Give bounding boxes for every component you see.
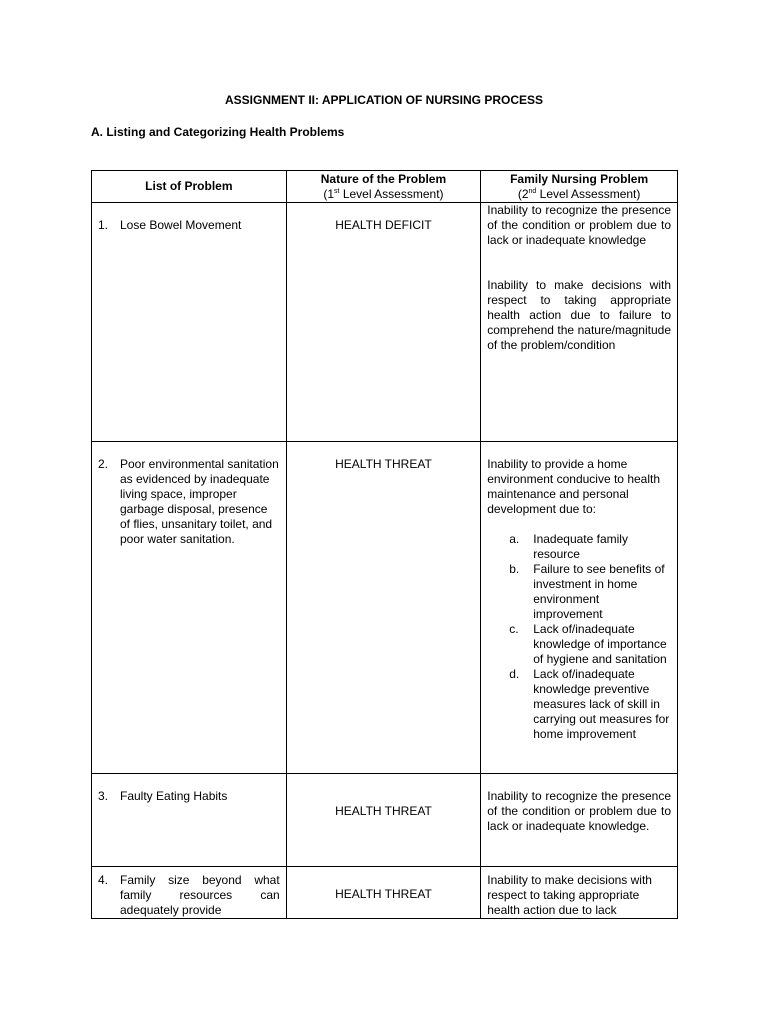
table-header-row (92, 171, 678, 203)
cause-list (509, 532, 671, 742)
health-problems-table (91, 170, 678, 919)
family-nursing-problem-cell: Inability to recognize the presence of the condition or problem due to lack or inadequate knowledge. (481, 774, 678, 867)
family-nursing-problem-cell: Inability to recognize the presence of the condition or problem due to lack or inadequate knowledge Inability to make decisions with respect to taking appropriate health action due to failure to comprehend the nature/magnitude of the problem/condition (481, 203, 678, 442)
header-family-nursing-problem: Family Nursing Problem (2nd Level Assessment) (481, 171, 678, 203)
family-nursing-problem-cell: Inability to provide a home environment conducive to health maintenance and personal development due to: a. Inadequate family resource b. Failure to see benefits of investment in home environment improvement c. Lack of/inadequate knowledge of importance of hygiene and sanitation d. Lack of/inadequate knowledge preventive measures lack of skill in carrying out measures for home improvement (481, 442, 678, 774)
header-nature-of-problem: Nature of the Problem (1st Level Assessment) (286, 171, 481, 203)
section-heading: A. Listing and Categorizing Health Problems (91, 125, 345, 139)
nature-cell: HEALTH THREAT (286, 774, 481, 867)
list-item: b. Failure to see benefits of investment in home environment improvement (509, 562, 665, 621)
problem-cell: 1. Lose Bowel Movement (92, 203, 287, 442)
problem-cell: 3. Faulty Eating Habits (92, 774, 287, 867)
list-item: c. Lack of/inadequate knowledge of importance of hygiene and sanitation (509, 622, 667, 666)
document-title: ASSIGNMENT II: APPLICATION OF NURSING PROCESS (224, 93, 544, 107)
table-row (92, 203, 678, 442)
problem-cell: 4. Family size beyond what family resources can adequately provide (92, 867, 287, 919)
nature-cell: HEALTH DEFICIT (286, 203, 481, 442)
nature-cell: HEALTH THREAT (286, 867, 481, 919)
table-row (92, 867, 678, 919)
nature-cell: HEALTH THREAT (286, 442, 481, 774)
list-item: a. Inadequate family resource (509, 532, 628, 561)
header-list-of-problem: List of Problem (92, 171, 287, 203)
table-row (92, 774, 678, 867)
table-row (92, 442, 678, 774)
list-item: d. Lack of/inadequate knowledge preventive measures lack of skill in carrying out measures for home improvement (509, 667, 670, 741)
problem-cell: 2. Poor environmental sanitation as evidenced by inadequate living space, improper garbage disposal, presence of flies, unsanitary toilet, and poor water sanitation. (92, 442, 287, 774)
family-nursing-problem-cell: Inability to make decisions with respect to taking appropriate health action due to lack (481, 867, 678, 919)
